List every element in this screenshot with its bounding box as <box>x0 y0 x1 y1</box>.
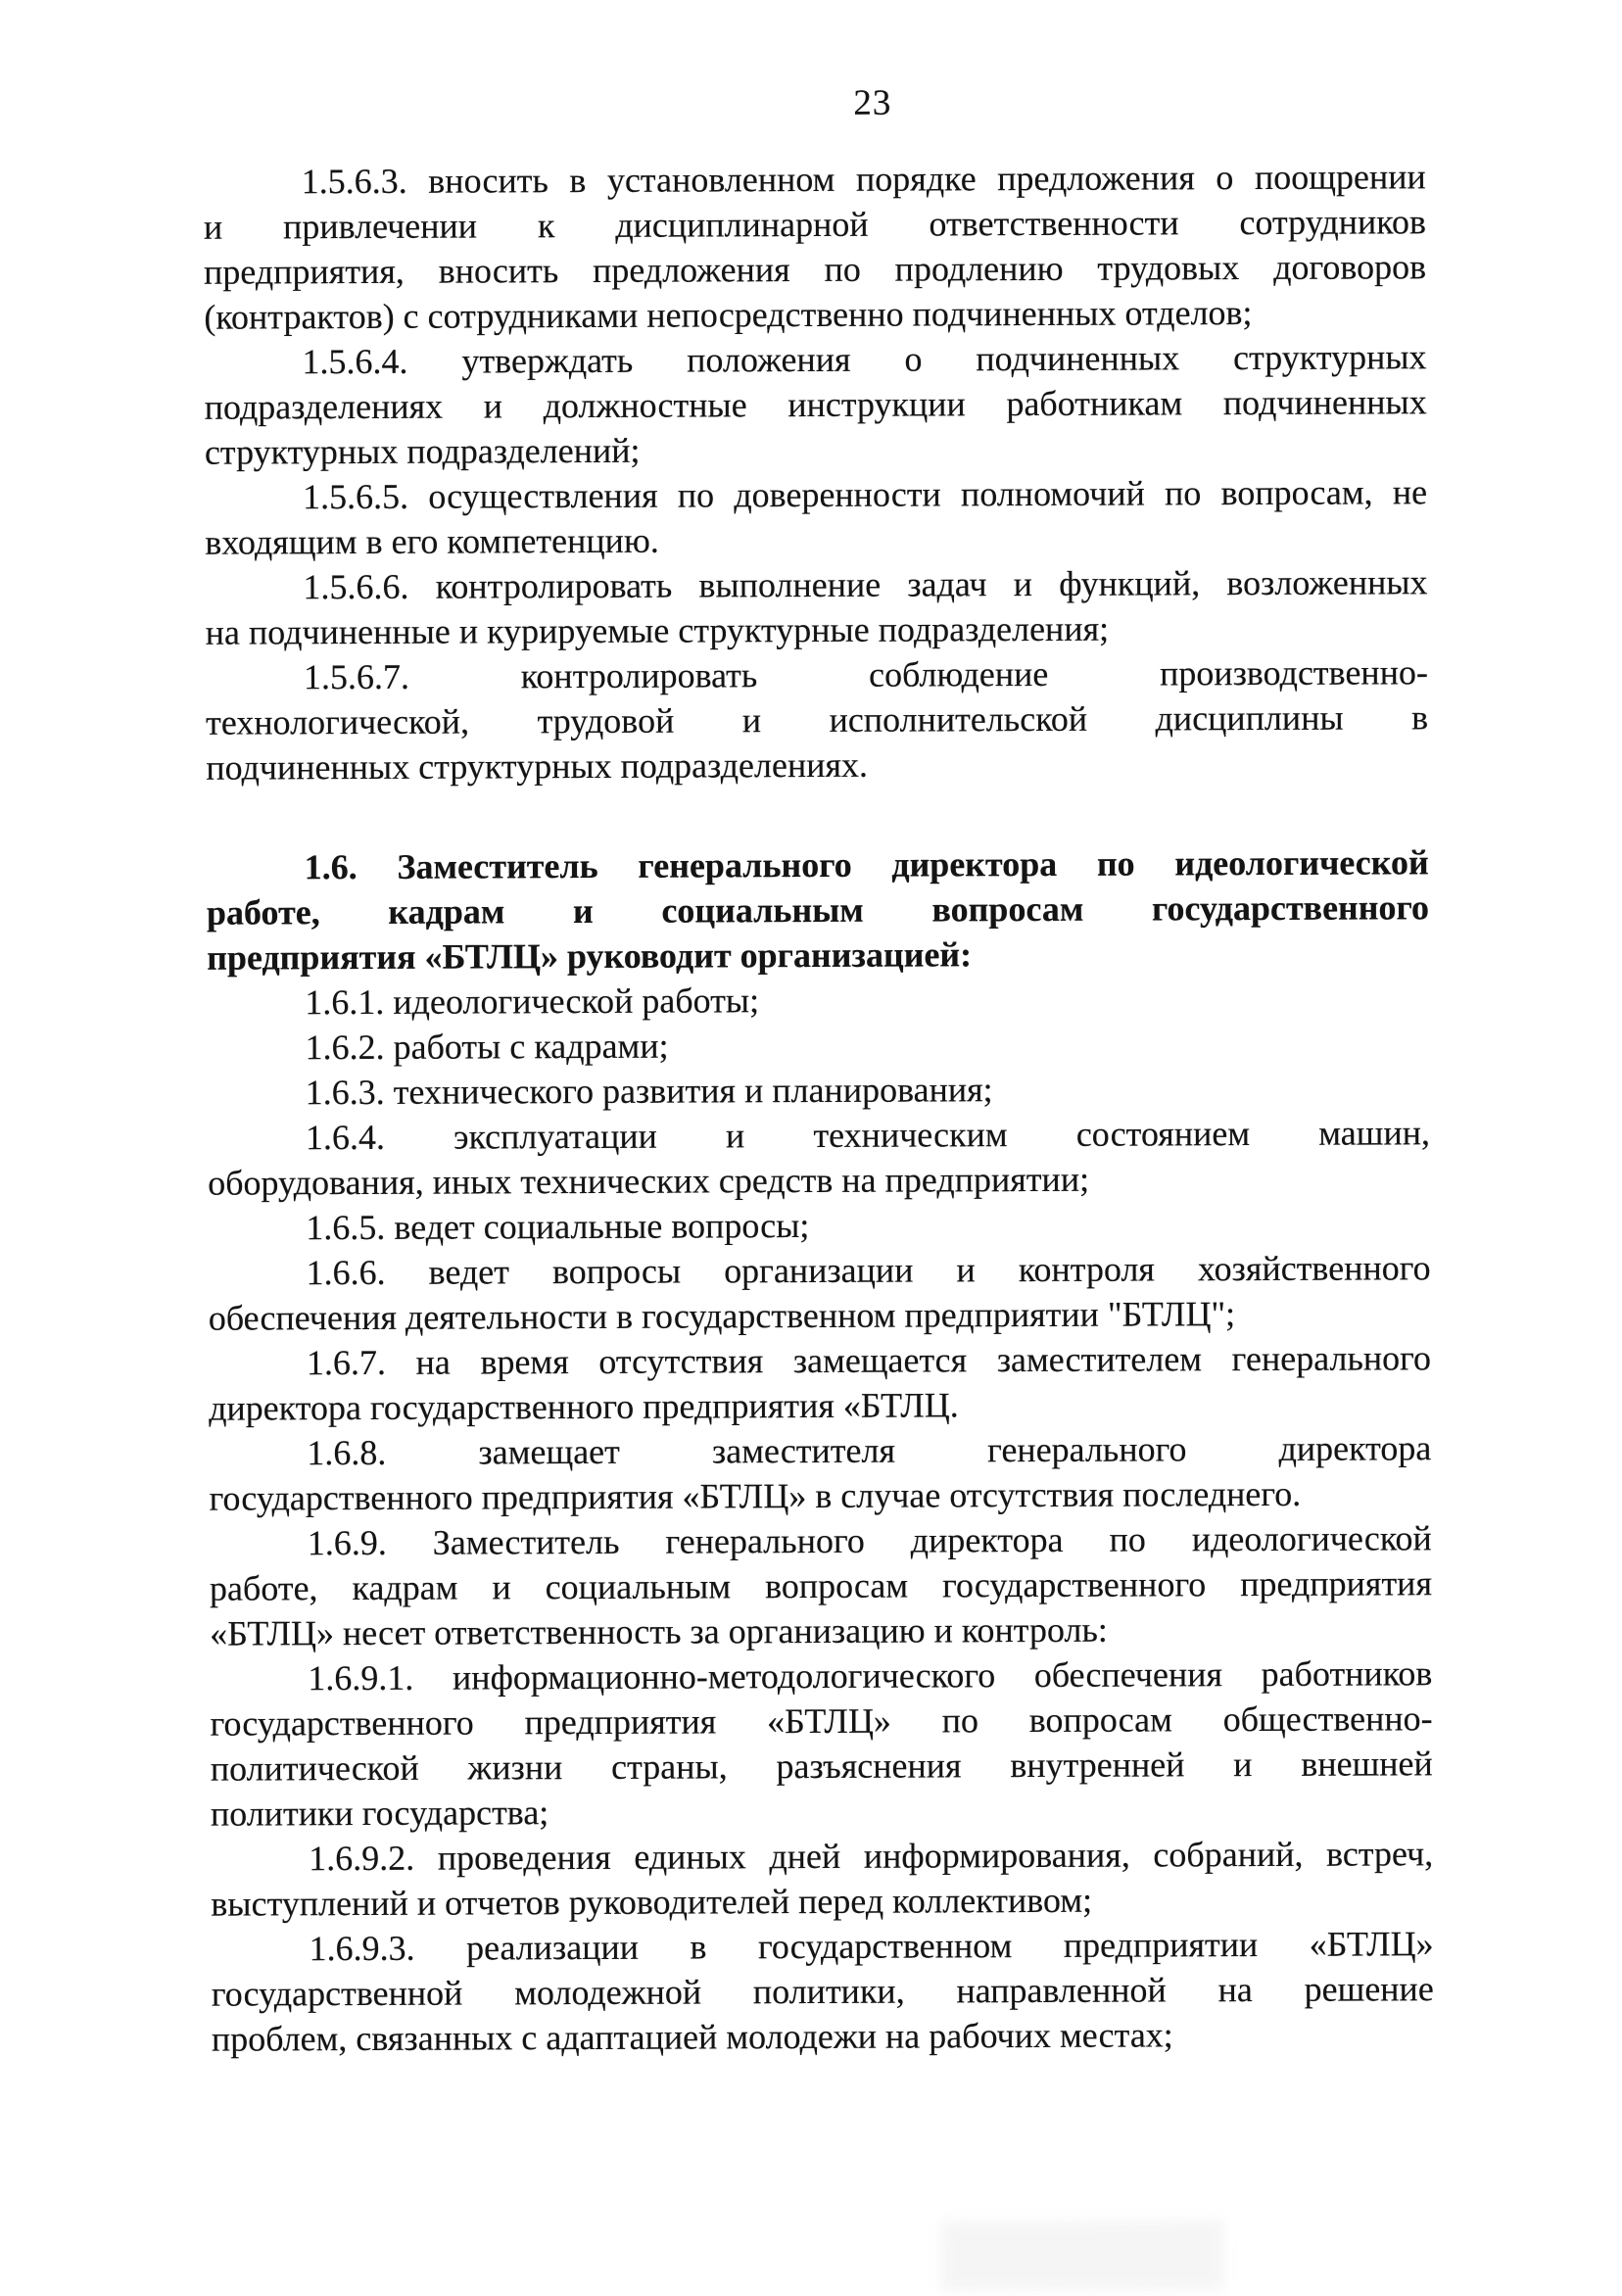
clause-1-6-9-3 <box>211 1921 1434 2061</box>
clause-1-6-3 <box>208 1065 1430 1115</box>
text-line: работе, кадрам и социальным вопросам государственного предприятия <box>209 1563 1433 1608</box>
document-body <box>204 154 1434 2061</box>
text-line: 1.6.5. ведет социальные вопросы; <box>306 1206 810 1248</box>
text-line: 1.6.4. эксплуатации и техническим состоянием машин, <box>305 1113 1431 1158</box>
text-line: 1.5.6.7. контролировать соблюдение производственно- <box>303 652 1428 697</box>
clause-1-6-9-2 <box>211 1831 1433 1926</box>
text-line: 1.6.8. замещает заместителя генерального директора <box>307 1428 1432 1473</box>
text-line: структурных подразделений; <box>204 430 641 472</box>
text-line: 1.6.9.3. реализации в государственном предприятии «БТЛЦ» <box>309 1924 1434 1969</box>
clause-1-6-4 <box>208 1110 1430 1205</box>
text-line: директора государственного предприятия «БТЛЦ. <box>209 1385 959 1428</box>
clause-1-5-6-3 <box>204 154 1427 339</box>
text-line: и привлечении к дисциплинарной ответственности сотрудников <box>203 202 1426 247</box>
text-line: 1.5.6.3. вносить в установленном порядке предложения о поощрении <box>301 157 1426 202</box>
text-line: подчиненных структурных подразделениях. <box>206 744 869 788</box>
text-line: предприятия «БТЛЦ» руководит организацией: <box>207 934 973 978</box>
clause-1-6-5 <box>208 1200 1430 1250</box>
text-line: предприятия, вносить предложения по продлению трудовых договоров <box>204 247 1427 292</box>
text-line: проблем, связанных с адаптацией молодежи на рабочих местах; <box>211 2015 1173 2059</box>
clause-1-5-6-6 <box>205 559 1427 654</box>
text-line: подразделениях и должностные инструкции работникам подчиненных <box>204 382 1427 427</box>
text-line: на подчиненные и курируемые структурные подразделения; <box>205 608 1110 652</box>
section-heading-1-6 <box>207 839 1430 980</box>
text-line: 1.5.6.4. утверждать положения о подчиненных структурных <box>302 337 1427 382</box>
text-line: 1.6.9.1. информационно-методологического обеспечения работников <box>308 1653 1433 1698</box>
clause-1-5-6-7 <box>206 649 1429 789</box>
clause-1-5-6-4 <box>204 334 1427 474</box>
clause-1-6-2 <box>207 1020 1429 1070</box>
clause-1-6-9-1 <box>210 1650 1433 1836</box>
text-line: политической жизни страны, разъяснения внутренней и внешней <box>210 1744 1433 1789</box>
scan-artifact <box>940 2220 1224 2291</box>
text-line: государственного предприятия «БТЛЦ» по вопросам общественно- <box>210 1698 1433 1744</box>
text-line: 1.6.9.2. проведения единых дней информирования, собраний, встреч, <box>309 1834 1434 1879</box>
text-line: 1.6.2. работы с кадрами; <box>305 1026 669 1068</box>
text-line: 1.5.6.6. контролировать выполнение задач и функций, возложенных <box>303 562 1428 607</box>
text-line: 1.5.6.5. осуществления по доверенности полномочий по вопросам, не <box>303 472 1428 517</box>
text-line: 1.6.9. Заместитель генерального директора по идеологической <box>307 1518 1432 1563</box>
clause-1-5-6-5 <box>205 469 1427 564</box>
text-line: 1.6.7. на время отсутствия замещается заместителем генерального <box>306 1338 1432 1383</box>
clause-1-6-6 <box>208 1245 1430 1340</box>
page-number: 23 <box>853 82 892 123</box>
text-line: (контрактов) с сотрудниками непосредственно подчиненных отделов; <box>204 293 1253 337</box>
clause-1-6-8 <box>209 1425 1431 1520</box>
text-line: 1.6.1. идеологической работы; <box>305 981 760 1023</box>
text-line: технологической, трудовой и исполнительской дисциплины в <box>206 697 1429 742</box>
text-line: государственной молодежной политики, направленной на решение <box>211 1969 1434 2014</box>
text-line: обеспечения деятельности в государственном предприятии "БТЛЦ"; <box>208 1294 1236 1338</box>
text-line: 1.6.6. ведет вопросы организации и контроля хозяйственного <box>306 1248 1431 1293</box>
text-line: государственного предприятия «БТЛЦ» в случае отсутствия последнего. <box>209 1473 1302 1518</box>
text-line: выступлений и отчетов руководителей перед коллективом; <box>211 1880 1093 1924</box>
text-line: 1.6.3. технического развития и планирования; <box>305 1070 993 1113</box>
text-line: «БТЛЦ» несет ответственность за организацию и контроль: <box>210 1609 1108 1653</box>
clause-1-6-1 <box>207 975 1429 1025</box>
text-line: работе, кадрам и социальным вопросам государственного <box>206 887 1430 933</box>
clause-1-6-7 <box>209 1335 1431 1430</box>
text-line: политики государства; <box>210 1793 549 1834</box>
text-line: оборудования, иных технических средств на предприятии; <box>208 1159 1090 1203</box>
clause-1-6-9 <box>210 1515 1433 1655</box>
text-line: 1.6. Заместитель генерального директора по идеологической <box>304 842 1429 887</box>
text-line: входящим в его компетенцию. <box>205 520 659 562</box>
